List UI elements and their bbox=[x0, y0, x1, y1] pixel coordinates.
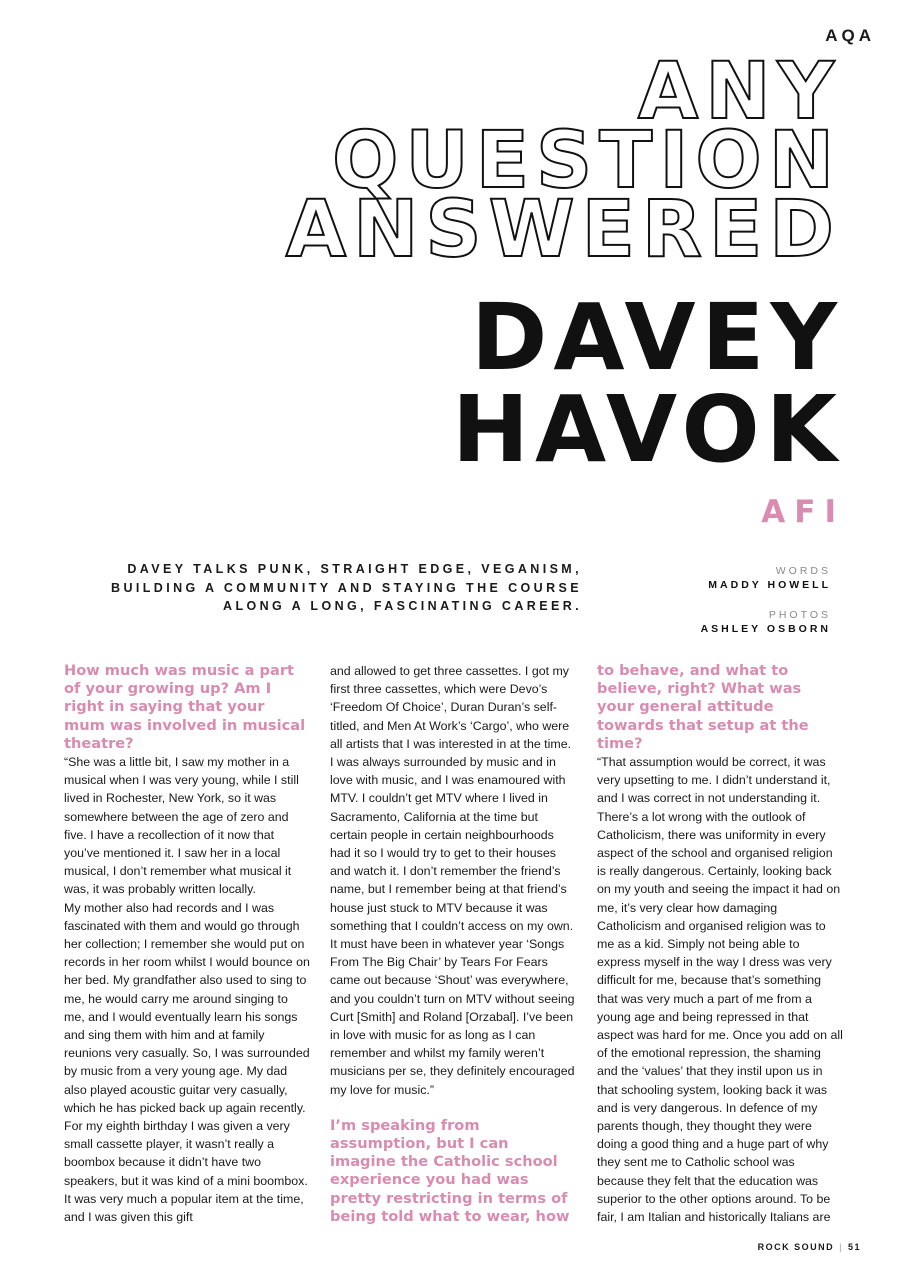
photos-author: ASHLEY OSBORN bbox=[700, 623, 831, 635]
article-column-1 bbox=[64, 662, 310, 1226]
title-line-3: ANSWERED bbox=[285, 185, 841, 275]
band-name: AFI bbox=[761, 494, 845, 530]
answer-1-paragraph-2: My mother also had records and I was fascinated with them and would go through her collection; I remember she would put on records in her room whilst I would bounce on her bed. My grandfather also used to sing to me, he would carry me around singing to me, and I would eventually learn his songs and sing them with him and at family reunions very casually. So, I was surrounded by music from a very young age. My dad also played acoustic guitar very casually, which he has picked back up again recently. For my eighth birthday I was given a very small cassette player, it wasn’t really a boombox because it didn’t have two speakers, but it was kind of a mini boombox. It was very much a popular item at the time, and I was given this gift bbox=[64, 900, 310, 1225]
section-tag: AQA bbox=[825, 26, 875, 45]
question-1: How much was music a part of your growing up? Am I right in saying that your mum was involved in musical theatre? bbox=[64, 662, 306, 752]
article-column-3 bbox=[597, 662, 843, 1226]
words-author: MADDY HOWELL bbox=[708, 579, 831, 591]
question-2-continued: to behave, and what to believe, right? What was your general attitude towards that setup at the time? bbox=[597, 662, 809, 752]
page-footer bbox=[758, 1242, 861, 1252]
words-label: WORDS bbox=[775, 565, 831, 577]
name-line-1: DAVEY bbox=[471, 284, 843, 391]
standfirst: DAVEY TALKS PUNK, STRAIGHT EDGE, VEGANISM, BUILDING A COMMUNITY AND STAYING THE COURSE ALONG A LONG, FASCINATING CAREER. bbox=[111, 562, 582, 613]
title-line-1: ANY bbox=[637, 47, 841, 137]
feature-title bbox=[285, 47, 841, 275]
answer-1-continued: and allowed to get three cassettes. I got my first three cassettes, which were Devo’s ‘Freedom Of Choice’, Duran Duran’s self-titled, and Men At Work’s ‘Cargo’, who were all artists that I was interested in at the time. I was always surrounded by music and in love with music, and I was enamoured with MTV. I couldn’t get MTV where I lived in Sacramento, California at the time but certain people in certain neighbourhoods had it so I would try to get to their houses and watch it. I don’t remember the friend’s name, but I remember being at that friend’s house just stuck to MTV because it was something that I couldn’t access on my own. It must have been in whatever year ‘Songs From The Big Chair’ by Tears For Fears came out because ‘Shout’ was everywhere, and you couldn’t turn on MTV without seeing Curt [Smith] and Roland [Orzabal]. I’ve been in love with music for as long as I can remember and whilst my family weren’t musicians per se, they definitely encouraged my love for music.” bbox=[330, 664, 575, 1097]
interviewee-name bbox=[451, 284, 843, 483]
photos-label: PHOTOS bbox=[768, 609, 831, 621]
answer-1-paragraph-1: “She was a little bit, I saw my mother in a musical when I was very young, while I still lived in Rochester, New York, so it was somewhere between the age of zero and five. I have a recollection of it now that you’ve mentioned it. I saw her in a local musical, I don’t remember what musical it was, it was probably written locally. bbox=[64, 755, 299, 897]
credits bbox=[701, 564, 831, 636]
article-column-2 bbox=[330, 662, 576, 1226]
title-line-2: QUESTION bbox=[332, 116, 841, 206]
name-line-2: HAVOK bbox=[451, 376, 843, 483]
page-number: 51 bbox=[847, 1242, 861, 1252]
answer-2-paragraph-1: “That assumption would be correct, it was very upsetting to me. I didn’t understand it, and I was correct in not understanding it. There’s a lot wrong with the outlook of Catholicism, there was uniformity in every aspect of the school and organised religion is really dangerous. Certainly, looking back on my youth and seeing the impact it had on me, it’s very clear how damaging Catholicism and organised religion was to me as a kid. Simply not being able to express myself in the way I dress was very difficult for me, because that’s something that was very much a part of me from a young age and being repressed in that aspect was hard for me. Once you add on all of the emotional repression, the shaming and the ‘values’ that they instil upon us in that schooling system, looking back it was and is very dangerous. In defence of my parents though, they thought they were doing a good thing and a huge part of why they sent me to Catholic school was because they felt that the education was superior to the other options around. To be fair, I am Italian and historically Italians are bbox=[597, 755, 843, 1225]
footer-separator: | bbox=[839, 1242, 843, 1252]
magazine-name: ROCK SOUND bbox=[757, 1242, 835, 1252]
question-2: I’m speaking from assumption, but I can imagine the Catholic school experience you had was pretty restricting in terms of being told what to wear, how bbox=[330, 1116, 570, 1225]
